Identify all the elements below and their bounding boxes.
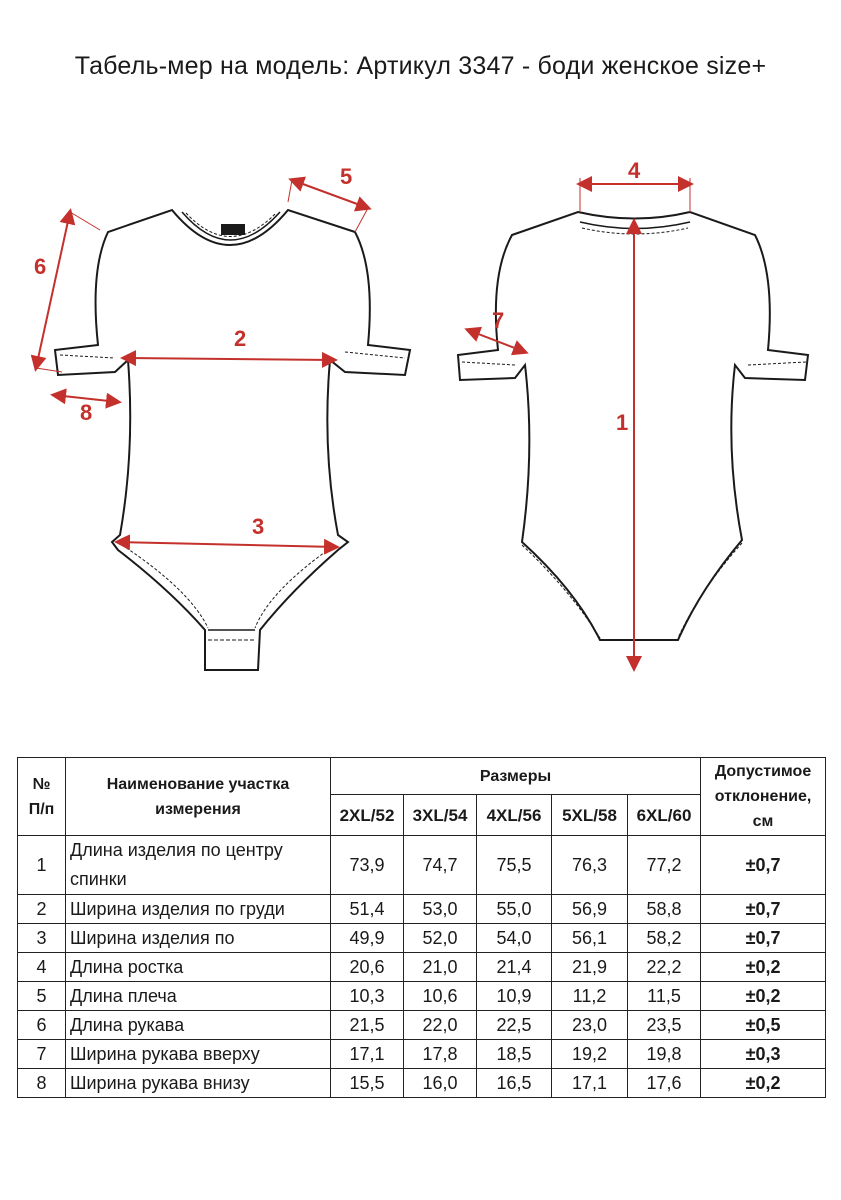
size-header: 5XL/58 <box>552 795 628 836</box>
row-size-value: 58,8 <box>628 895 701 924</box>
row-number: 3 <box>18 924 66 953</box>
row-size-value: 17,8 <box>404 1040 477 1069</box>
measure-line-6 <box>36 212 70 368</box>
row-size-value: 21,4 <box>477 953 552 982</box>
row-size-value: 51,4 <box>331 895 404 924</box>
size-header: 6XL/60 <box>628 795 701 836</box>
measure-line-2 <box>124 358 334 360</box>
measure-label-2: 2 <box>234 326 247 351</box>
row-size-value: 20,6 <box>331 953 404 982</box>
row-size-value: 19,2 <box>552 1040 628 1069</box>
row-size-value: 11,2 <box>552 982 628 1011</box>
row-size-value: 54,0 <box>477 924 552 953</box>
row-number: 5 <box>18 982 66 1011</box>
table-row <box>18 982 826 1011</box>
header-num: № П/п <box>18 758 66 836</box>
row-size-value: 16,0 <box>404 1069 477 1098</box>
row-number: 2 <box>18 895 66 924</box>
bodysuit-front-view <box>55 210 410 670</box>
header-tolerance: Допустимое отклонение, см <box>701 758 826 836</box>
row-tolerance: ±0,7 <box>701 895 826 924</box>
table-row <box>18 836 826 895</box>
measure-line-3 <box>118 542 336 547</box>
row-size-value: 23,5 <box>628 1011 701 1040</box>
row-size-value: 75,5 <box>477 836 552 895</box>
header-sizes: Размеры <box>331 758 701 795</box>
header-name: Наименование участка измерения <box>66 758 331 836</box>
row-tolerance: ±0,7 <box>701 836 826 895</box>
row-tolerance: ±0,5 <box>701 1011 826 1040</box>
size-chart-table <box>17 757 826 1098</box>
row-size-value: 17,1 <box>552 1069 628 1098</box>
row-size-value: 58,2 <box>628 924 701 953</box>
measure-label-7: 7 <box>492 308 505 333</box>
table-header-row <box>18 758 826 795</box>
row-size-value: 18,5 <box>477 1040 552 1069</box>
row-size-value: 22,2 <box>628 953 701 982</box>
row-tolerance: ±0,2 <box>701 982 826 1011</box>
row-size-value: 19,8 <box>628 1040 701 1069</box>
row-measurement-name: Длина плеча <box>66 982 331 1011</box>
row-size-value: 22,5 <box>477 1011 552 1040</box>
row-measurement-name: Длина рукава <box>66 1011 331 1040</box>
measure-label-5: 5 <box>340 164 353 189</box>
size-header: 4XL/56 <box>477 795 552 836</box>
measure-label-1: 1 <box>616 410 629 435</box>
table-row <box>18 953 826 982</box>
row-size-value: 56,9 <box>552 895 628 924</box>
row-size-value: 52,0 <box>404 924 477 953</box>
page-title: Табель-мер на модель: Артикул 3347 - боди женское size+ <box>74 52 767 80</box>
row-measurement-name: Ширина рукава вверху <box>66 1040 331 1069</box>
measure-label-8: 8 <box>80 400 93 425</box>
row-tolerance: ±0,3 <box>701 1040 826 1069</box>
row-size-value: 73,9 <box>331 836 404 895</box>
measurement-diagram <box>0 150 841 690</box>
row-tolerance: ±0,7 <box>701 924 826 953</box>
row-measurement-name: Ширина изделия по груди <box>66 895 331 924</box>
row-size-value: 77,2 <box>628 836 701 895</box>
row-measurement-name: Длина ростка <box>66 953 331 982</box>
row-size-value: 21,5 <box>331 1011 404 1040</box>
row-tolerance: ±0,2 <box>701 1069 826 1098</box>
row-number: 4 <box>18 953 66 982</box>
row-number: 6 <box>18 1011 66 1040</box>
size-header: 3XL/54 <box>404 795 477 836</box>
row-size-value: 17,6 <box>628 1069 701 1098</box>
row-size-value: 11,5 <box>628 982 701 1011</box>
measure-label-4: 4 <box>628 158 641 183</box>
row-measurement-name: Ширина изделия по <box>66 924 331 953</box>
row-size-value: 74,7 <box>404 836 477 895</box>
row-size-value: 15,5 <box>331 1069 404 1098</box>
row-size-value: 10,9 <box>477 982 552 1011</box>
table-row <box>18 924 826 953</box>
row-size-value: 21,9 <box>552 953 628 982</box>
row-measurement-name: Ширина рукава внизу <box>66 1069 331 1098</box>
row-size-value: 56,1 <box>552 924 628 953</box>
row-size-value: 53,0 <box>404 895 477 924</box>
size-chart-table-wrapper <box>17 757 825 1098</box>
table-row <box>18 895 826 924</box>
row-size-value: 23,0 <box>552 1011 628 1040</box>
row-size-value: 55,0 <box>477 895 552 924</box>
size-header: 2XL/52 <box>331 795 404 836</box>
row-size-value: 49,9 <box>331 924 404 953</box>
measure-line-5 <box>292 180 368 208</box>
table-row <box>18 1069 826 1098</box>
row-measurement-name: Длина изделия по центру спинки <box>66 836 331 895</box>
row-number: 1 <box>18 836 66 895</box>
row-size-value: 10,3 <box>331 982 404 1011</box>
table-row <box>18 1011 826 1040</box>
measure-label-6: 6 <box>34 254 47 279</box>
row-tolerance: ±0,2 <box>701 953 826 982</box>
row-number: 8 <box>18 1069 66 1098</box>
measure-label-3: 3 <box>252 514 265 539</box>
row-size-value: 16,5 <box>477 1069 552 1098</box>
row-size-value: 22,0 <box>404 1011 477 1040</box>
row-size-value: 10,6 <box>404 982 477 1011</box>
row-size-value: 17,1 <box>331 1040 404 1069</box>
row-number: 7 <box>18 1040 66 1069</box>
row-size-value: 21,0 <box>404 953 477 982</box>
row-size-value: 76,3 <box>552 836 628 895</box>
table-row <box>18 1040 826 1069</box>
